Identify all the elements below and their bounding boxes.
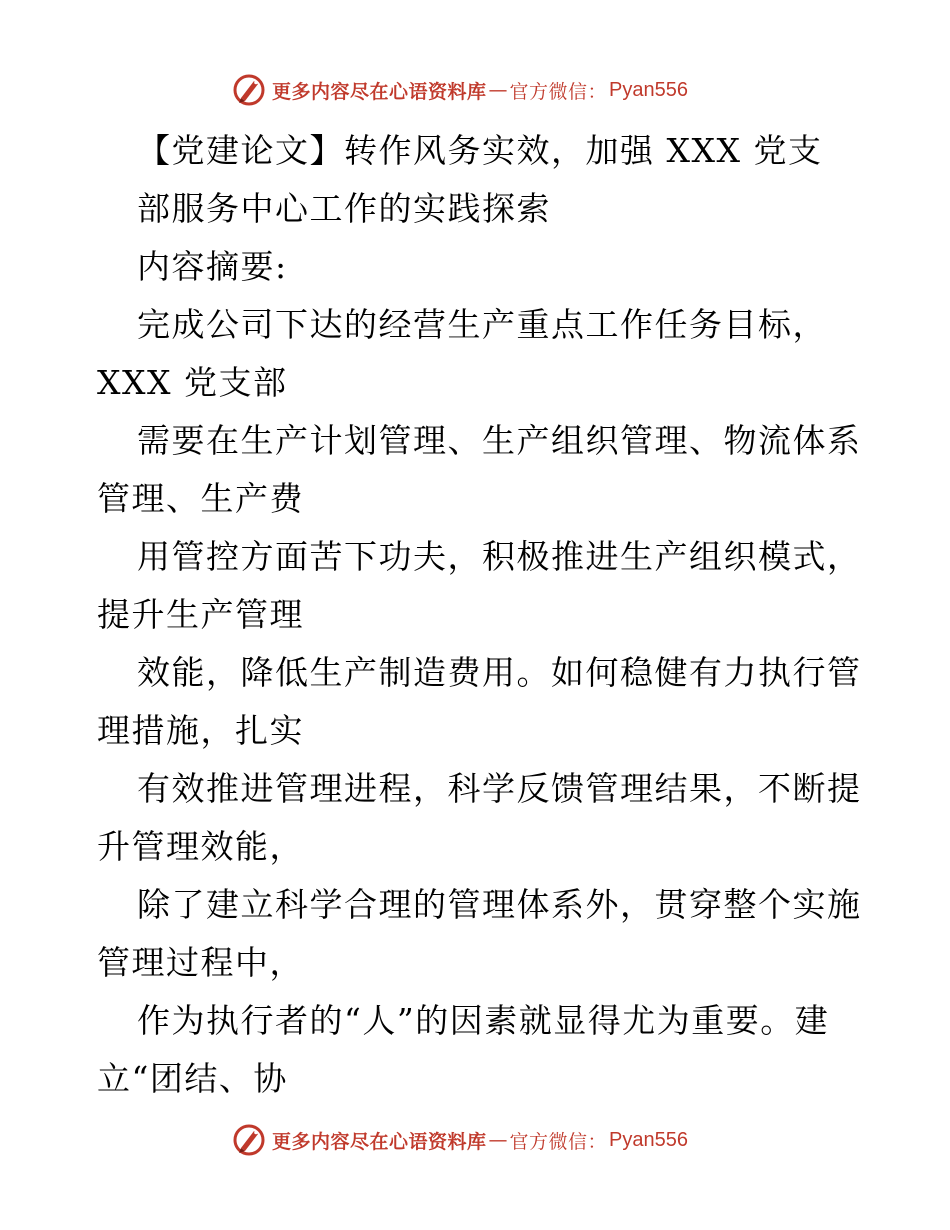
doc-line: 管理、生产费 <box>97 479 304 518</box>
doc-line: 升管理效能， <box>97 827 304 866</box>
doc-abstract-heading: 内容摘要: <box>137 247 288 286</box>
doc-line: 除了建立科学合理的管理体系外，贯穿整个实施 <box>137 885 862 924</box>
header-banner[interactable] <box>232 72 688 108</box>
pen-logo-icon <box>232 1123 266 1157</box>
doc-line: 需要在生产计划管理、生产组织管理、物流体系 <box>137 421 862 460</box>
doc-line: 效能，降低生产制造费用。如何稳健有力执行管 <box>137 653 862 692</box>
banner-wechat-id: Pyan556 <box>609 78 688 101</box>
banner-site-text: 更多内容尽在心语资料库 <box>272 80 487 103</box>
doc-line: XXX 党支部 <box>97 363 288 402</box>
banner-wechat-id: Pyan556 <box>609 1128 688 1151</box>
footer-banner[interactable] <box>232 1122 688 1158</box>
banner-separator: — <box>488 1129 508 1151</box>
doc-title-line-1: 【党建论文】转作风务实效，加强 XXX 党支 <box>137 131 823 170</box>
banner-site-text: 更多内容尽在心语资料库 <box>272 1130 487 1153</box>
doc-line: 完成公司下达的经营生产重点工作任务目标， <box>137 305 827 344</box>
pen-logo-icon <box>232 73 266 107</box>
banner-wechat-label: 官方微信： <box>509 80 608 103</box>
doc-line: 提升生产管理 <box>97 595 304 634</box>
doc-line: 立“团结、协 <box>97 1059 288 1098</box>
document-body <box>97 122 862 1108</box>
banner-wechat-label: 官方微信： <box>509 1130 608 1153</box>
doc-line: 用管控方面苦下功夫，积极推进生产组织模式， <box>137 537 862 576</box>
doc-title-line-2: 部服务中心工作的实践探索 <box>137 189 551 228</box>
doc-line: 有效推进管理进程，科学反馈管理结果，不断提 <box>137 769 862 808</box>
doc-line: 理措施，扎实 <box>97 711 304 750</box>
banner-separator: — <box>488 79 508 101</box>
doc-line: 作为执行者的“人”的因素就显得尤为重要。建 <box>137 1001 830 1040</box>
doc-line: 管理过程中， <box>97 943 304 982</box>
